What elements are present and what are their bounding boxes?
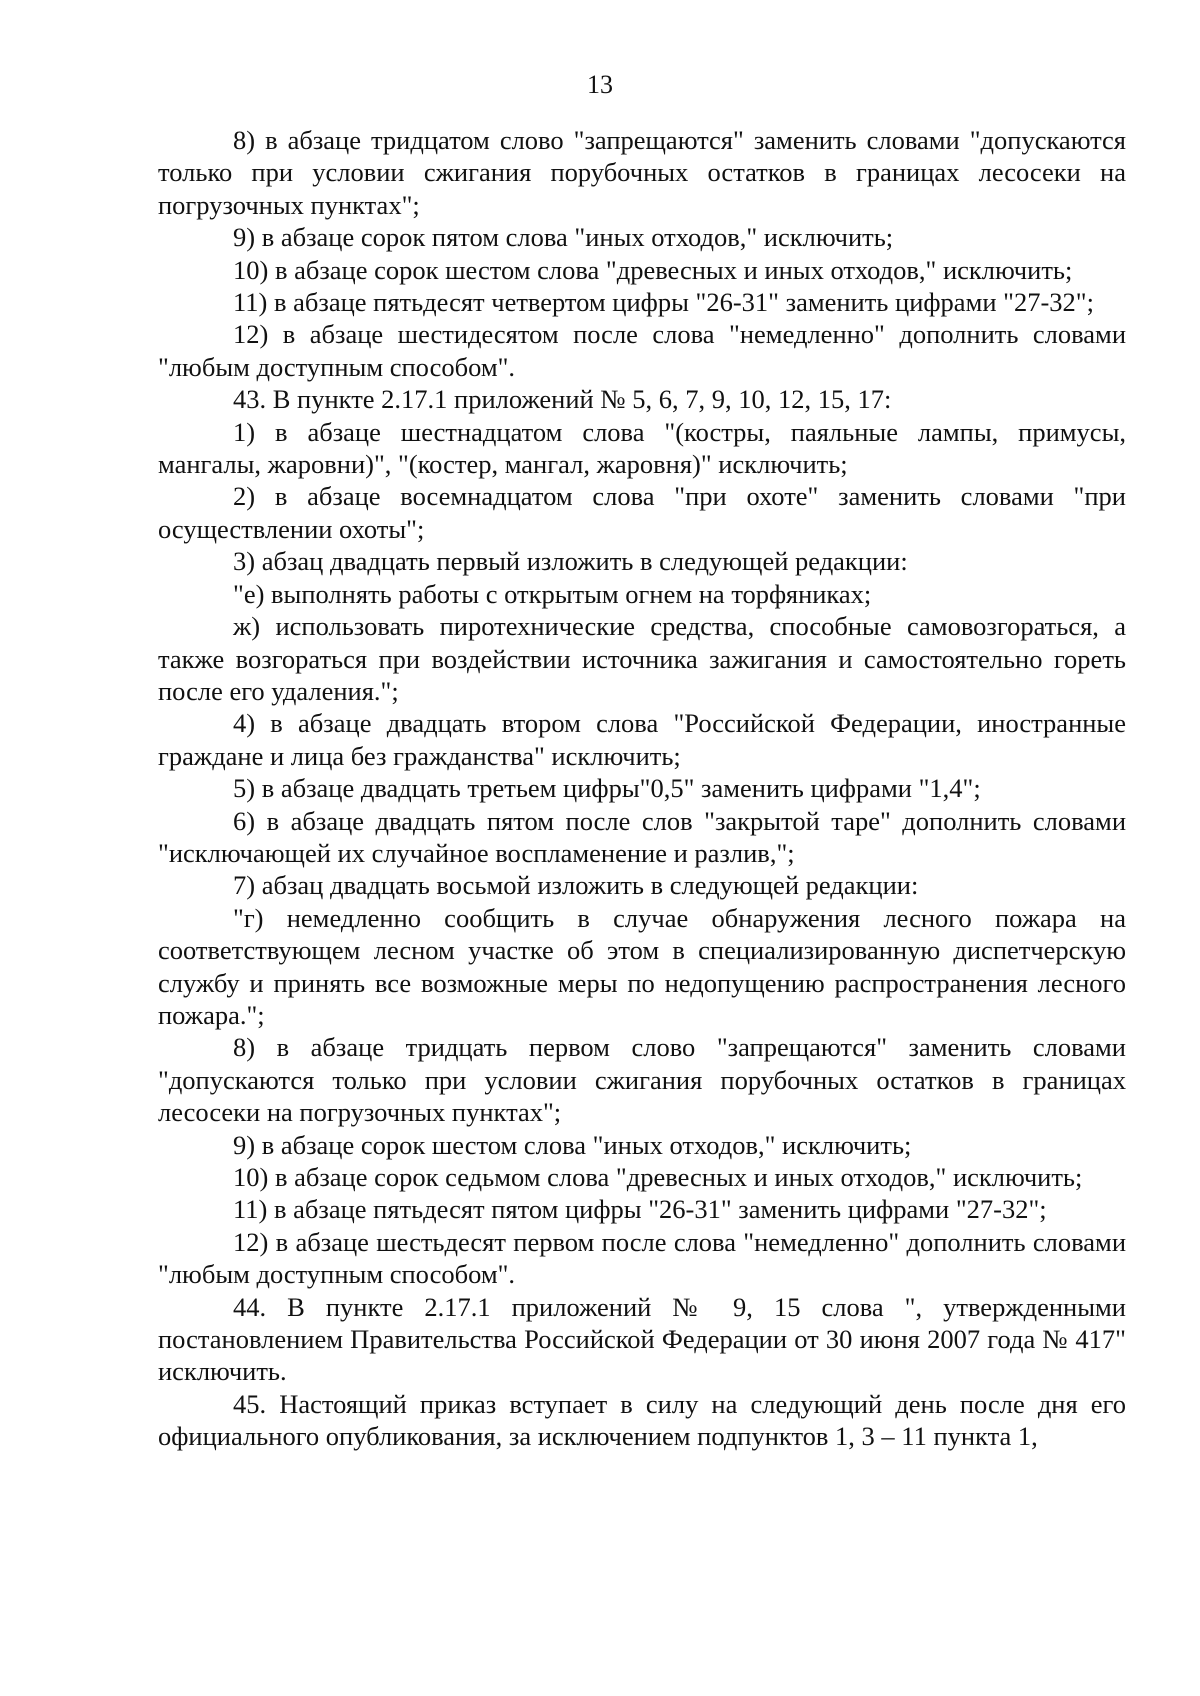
- paragraph: 43. В пункте 2.17.1 приложений № 5, 6, 7, 9, 10, 12, 15, 17:: [233, 384, 892, 415]
- paragraph: 12) в абзаце шестьдесят первом после слова "немедленно" дополнить словами "любым доступным способом".: [158, 1226, 1126, 1290]
- paragraph: 1) в абзаце шестнадцатом слова "(костры, паяльные лампы, примусы, мангалы, жаровни)", "(костер, мангал, жаровня)" исключить;: [158, 416, 1126, 480]
- paragraph: 3) абзац двадцать первый изложить в следующей редакции:: [233, 546, 908, 577]
- paragraph: 9) в абзаце сорок пятом слова "иных отходов," исключить;: [233, 222, 894, 253]
- paragraph: 4) в абзаце двадцать втором слова "Российской Федерации, иностранные граждане и лица без гражданства" исключить;: [158, 708, 1126, 771]
- paragraph: 5) в абзаце двадцать третьем цифры"0,5" заменить цифрами "1,4";: [233, 773, 981, 804]
- paragraph: 2) в абзаце восемнадцатом слова "при охоте" заменить словами "при осуществлении охоты";: [158, 481, 1126, 544]
- paragraph: 6) в абзаце двадцать пятом после слов "закрытой таре" дополнить словами "исключающей их случайное воспламенение и разлив,";: [158, 805, 1126, 868]
- paragraph: 7) абзац двадцать восьмой изложить в следующей редакции:: [233, 870, 919, 901]
- paragraph: "е) выполнять работы с открытым огнем на торфяниках;: [233, 578, 872, 609]
- paragraph: 44. В пункте 2.17.1 приложений № 9, 15 слова ", утвержденными постановлением Правительства Российской Федерации от 30 июня 2007 года № 417" исключить.: [158, 1291, 1126, 1387]
- paragraph: "г) немедленно сообщить в случае обнаружения лесного пожара на соответствующем лесном участке об этом в специализированную диспетчерскую службу и принять все возможные меры по недопущению распространения лесного пожара.";: [158, 902, 1126, 1030]
- paragraph: ж) использовать пиротехнические средства, способные самовозгораться, а также возгораться при воздействии источника зажигания и самостоятельно гореть после его удаления.";: [158, 611, 1126, 706]
- paragraph: 11) в абзаце пятьдесят четвертом цифры "26-31" заменить цифрами "27-32";: [233, 287, 1094, 318]
- paragraph: 10) в абзаце сорок седьмом слова "древесных и иных отходов," исключить;: [233, 1162, 1083, 1192]
- page-number: 13: [587, 70, 613, 99]
- paragraph: 9) в абзаце сорок шестом слова "иных отходов," исключить;: [233, 1129, 912, 1160]
- paragraph: 11) в абзаце пятьдесят пятом цифры "26-31" заменить цифрами "27-32";: [233, 1194, 1047, 1225]
- paragraph: 10) в абзаце сорок шестом слова "древесных и иных отходов," исключить;: [233, 254, 1073, 285]
- paragraph: 12) в абзаце шестидесятом после слова "немедленно" дополнить словами "любым доступным способом".: [158, 319, 1126, 382]
- document-body: [158, 124, 1126, 1453]
- paragraph: 8) в абзаце тридцатом слово "запрещаются" заменить словами "допускаются только при условии сжигания порубочных остатков в границах лесосеки на погрузочных пунктах";: [158, 125, 1126, 220]
- paragraph: 45. Настоящий приказ вступает в силу на следующий день после дня его официального опубликования, за исключением подпунктов 1, 3 – 11 пункта 1,: [158, 1388, 1126, 1452]
- paragraph: 8) в абзаце тридцать первом слово "запрещаются" заменить словами "допускаются только при условии сжигания порубочных остатков в границах лесосеки на погрузочных пунктах";: [158, 1032, 1126, 1128]
